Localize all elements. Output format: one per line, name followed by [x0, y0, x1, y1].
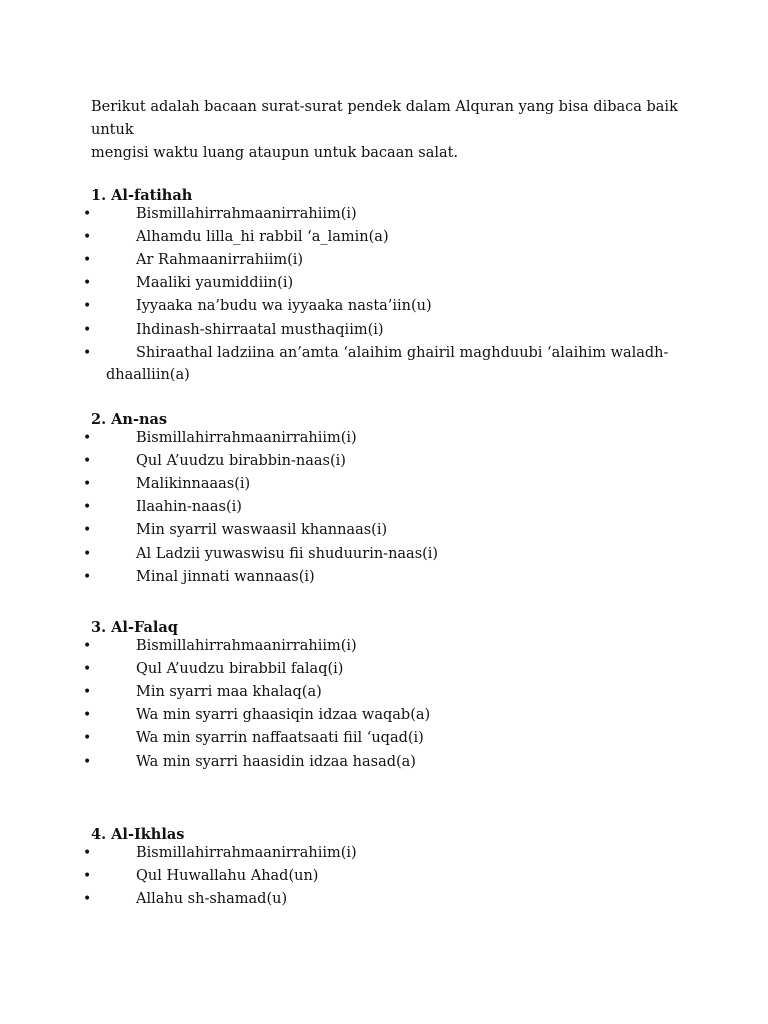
bullet-icon: • [83, 298, 92, 315]
bullet-icon: • [83, 476, 92, 493]
bullet-icon: • [83, 891, 92, 908]
verse-text: Ar Rahmaanirrahiim(i) [136, 252, 304, 269]
bullet-icon: • [83, 707, 92, 724]
verse-text: Alhamdu lilla_hi rabbil ‘a_lamin(a) [136, 229, 389, 246]
bullet-icon: • [83, 661, 92, 678]
bullet-icon: • [83, 229, 92, 246]
verse-text: Bismillahirrahmaanirrahiim(i) [136, 430, 357, 446]
bullet-icon: • [83, 868, 92, 885]
verse-text-continuation: dhaalliin(a) [106, 366, 190, 383]
bullet-icon: • [83, 522, 92, 539]
bullet-icon: • [83, 568, 92, 585]
verse-text: Ilaahin-naas(i) [136, 499, 242, 516]
section-title: 1. Al-fatihah [91, 187, 193, 204]
bullet-icon: • [83, 684, 92, 701]
bullet-icon: • [83, 453, 92, 470]
bullet-icon: • [83, 206, 92, 222]
verse-text: Wa min syarrin naffaatsaati fiil ‘uqad(i) [136, 730, 424, 747]
verse-text: Min syarri maa khalaq(a) [136, 684, 322, 701]
bullet-icon: • [83, 845, 92, 861]
verse-text: Shiraathal ladziina an’amta ‘alaihim ghairil maghduubi ‘alaihim waladh- [136, 344, 669, 361]
verse-text: Minal jinnati wannaas(i) [136, 568, 315, 585]
verse-text: Min syarril waswaasil khannaas(i) [136, 522, 388, 539]
verse-text: Bismillahirrahmaanirrahiim(i) [136, 638, 357, 654]
bullet-icon: • [83, 499, 92, 516]
verse-text: Maaliki yaumiddiin(i) [136, 275, 294, 292]
verse-text: Qul A’uudzu birabbil falaq(i) [136, 661, 344, 678]
verse-text: Qul A’uudzu birabbin-naas(i) [136, 453, 346, 470]
verse-text: Malikinnaaas(i) [136, 476, 251, 493]
bullet-icon: • [83, 321, 92, 338]
bullet-icon: • [83, 753, 92, 770]
intro-paragraph [91, 96, 691, 165]
bullet-icon: • [83, 252, 92, 269]
verse-text: Ihdinash-shirraatal musthaqiim(i) [136, 321, 384, 338]
bullet-icon: • [83, 344, 92, 361]
section-title: 2. An-nas [91, 411, 168, 428]
verse-text: Wa min syarri ghaasiqin idzaa waqab(a) [136, 707, 431, 724]
section-title: 3. Al-Falaq [91, 619, 178, 636]
verse-text: Qul Huwallahu Ahad(un) [136, 868, 319, 885]
section-title: 4. Al-Ikhlas [91, 826, 185, 843]
bullet-icon: • [83, 430, 92, 446]
intro-line: mengisi waktu luang ataupun untuk bacaan salat. [91, 145, 459, 161]
intro-line: Berikut adalah bacaan surat-surat pendek dalam Alquran yang bisa dibaca baik untuk [91, 99, 678, 138]
bullet-icon: • [83, 730, 92, 747]
verse-text: Allahu sh-shamad(u) [136, 891, 288, 908]
verse-text: Al Ladzii yuwaswisu fii shuduurin-naas(i) [136, 545, 439, 562]
bullet-icon: • [83, 545, 92, 562]
verse-text: Wa min syarri haasidin idzaa hasad(a) [136, 753, 416, 770]
bullet-icon: • [83, 275, 92, 292]
bullet-icon: • [83, 638, 92, 654]
verse-text: Bismillahirrahmaanirrahiim(i) [136, 206, 357, 222]
verse-text: Iyyaaka na’budu wa iyyaaka nasta’iin(u) [136, 298, 432, 315]
verse-text: Bismillahirrahmaanirrahiim(i) [136, 845, 357, 861]
